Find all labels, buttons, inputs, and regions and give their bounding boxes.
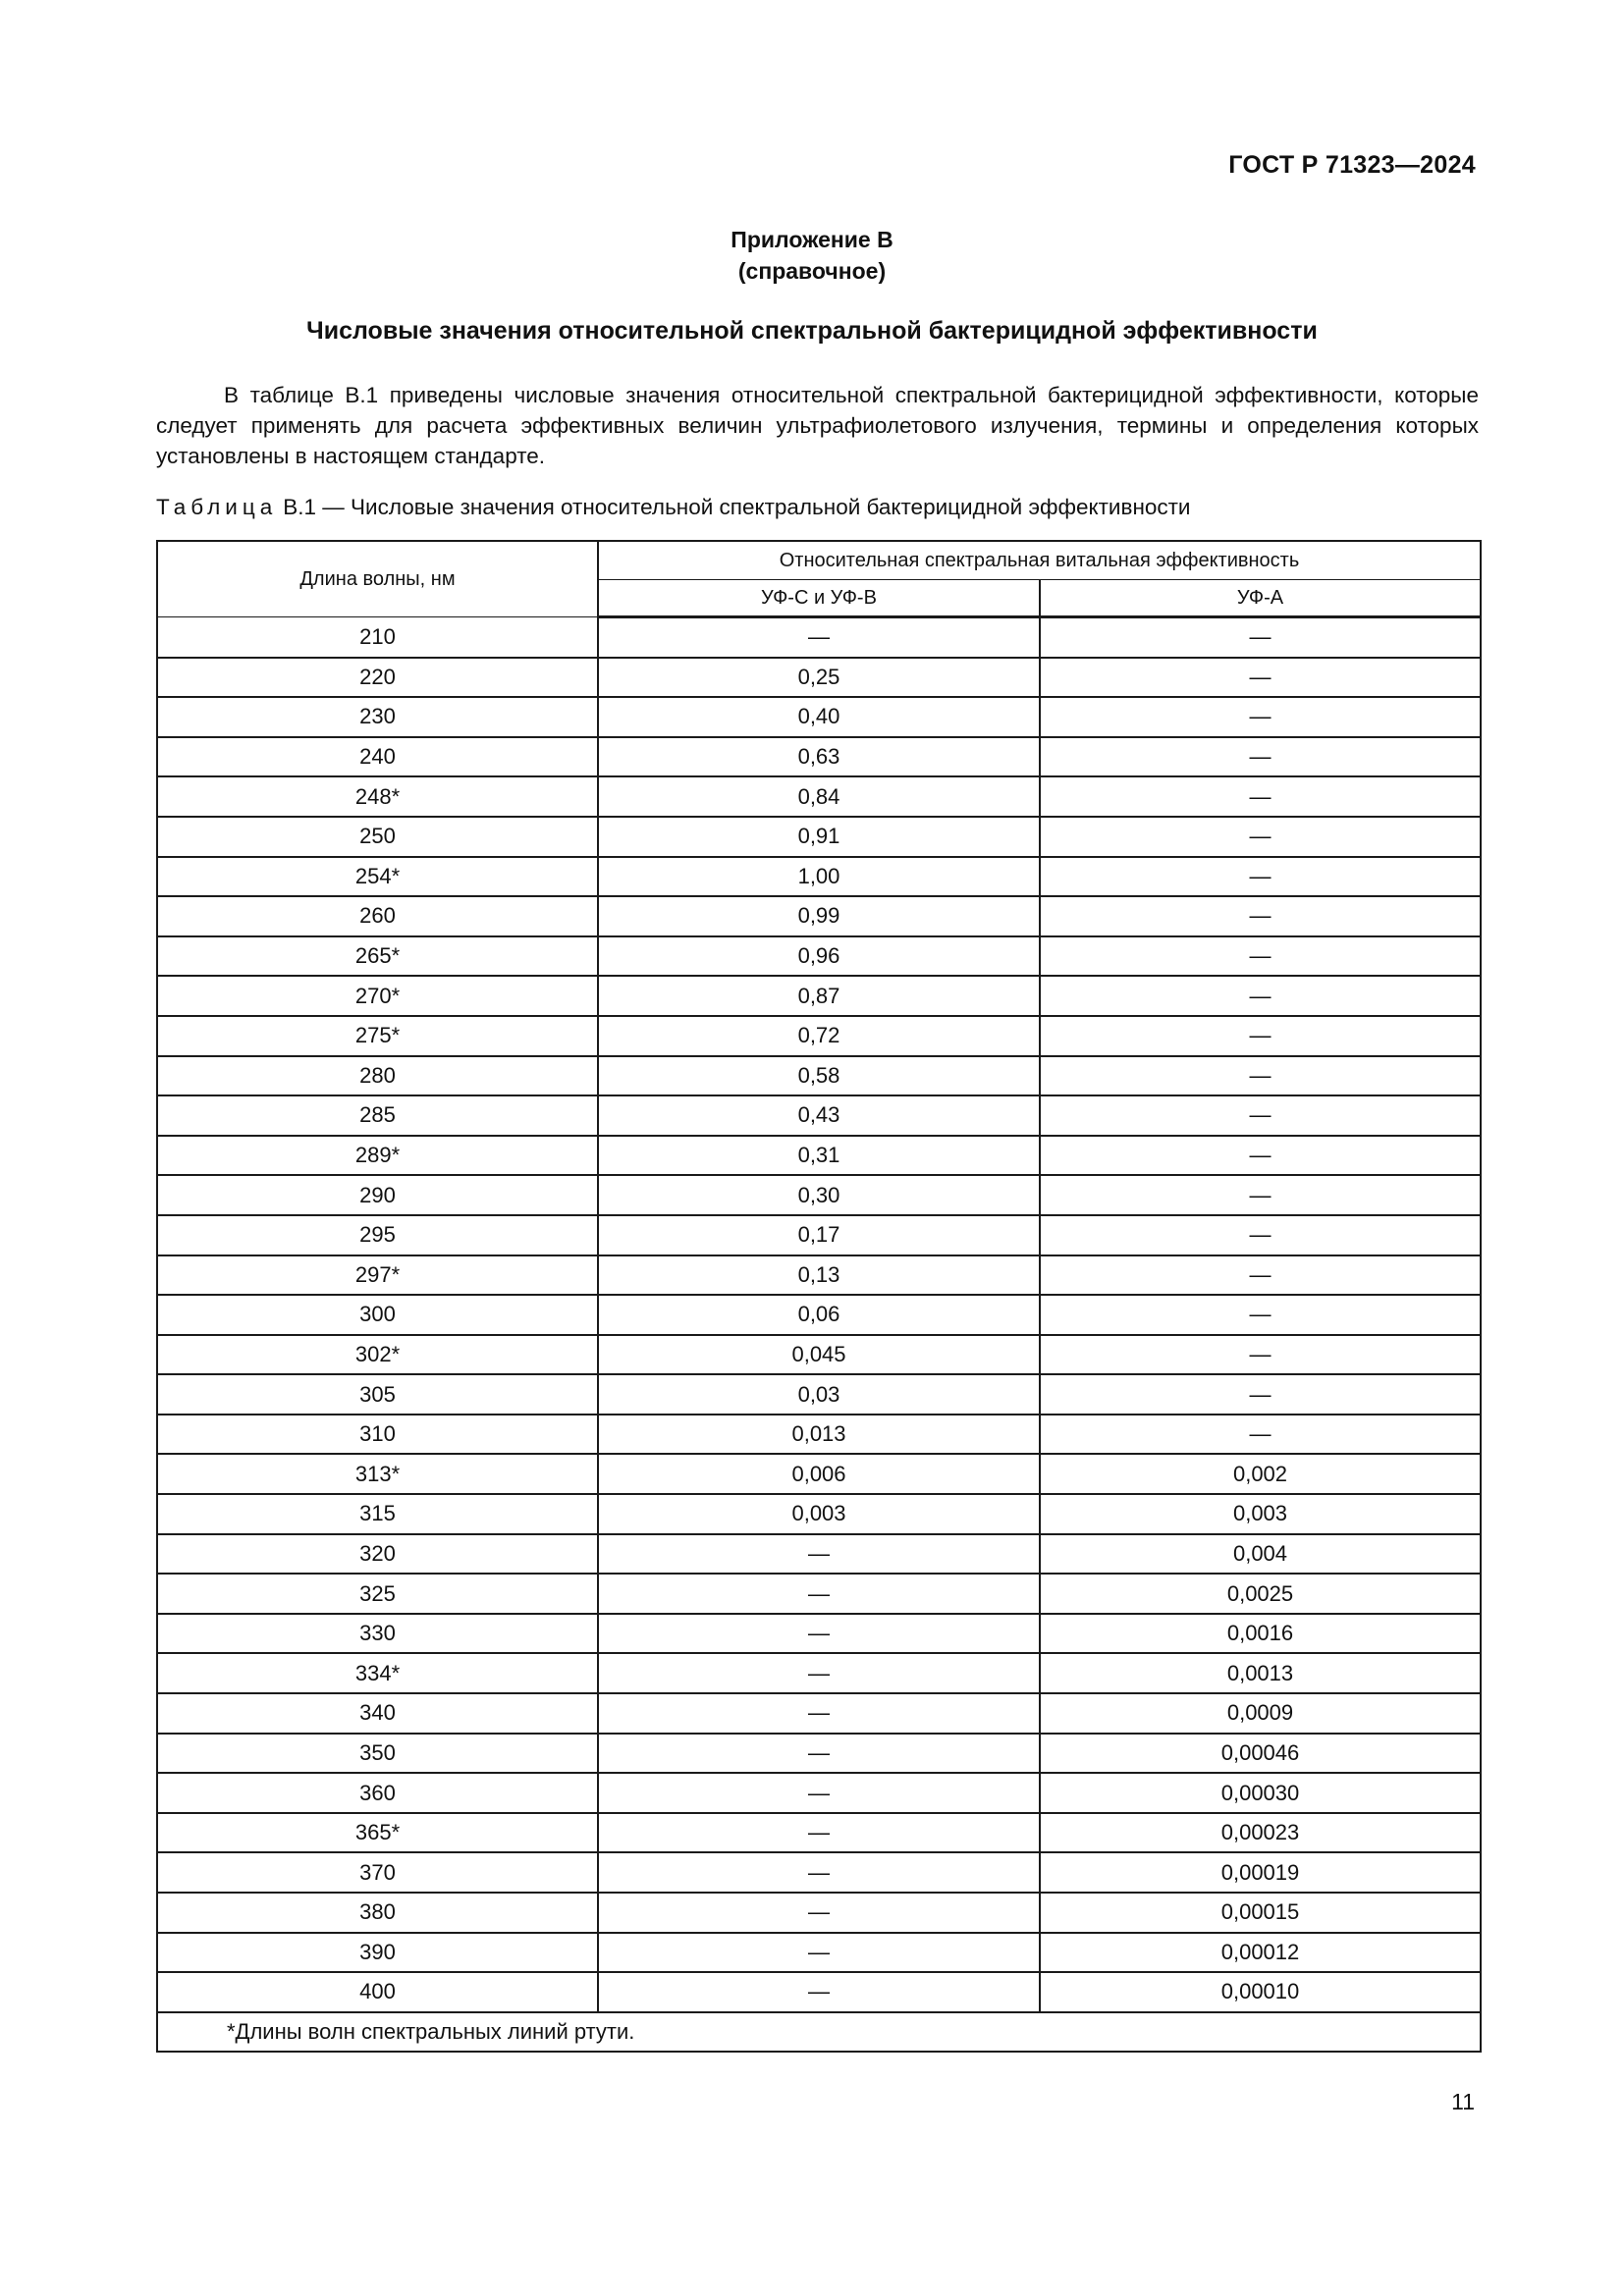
cell-wavelength: 260 xyxy=(157,896,598,936)
cell-uva: — xyxy=(1040,697,1481,737)
table-caption xyxy=(156,495,1191,520)
cell-uva: — xyxy=(1040,1175,1481,1215)
cell-wavelength: 302* xyxy=(157,1335,598,1375)
table-row xyxy=(157,1574,1481,1614)
cell-uvc-uvb: 0,96 xyxy=(598,936,1040,977)
cell-uvc-uvb: 0,13 xyxy=(598,1255,1040,1296)
cell-uva: — xyxy=(1040,1215,1481,1255)
cell-uvc-uvb: 0,045 xyxy=(598,1335,1040,1375)
table-row xyxy=(157,1016,1481,1056)
cell-uvc-uvb: — xyxy=(598,1852,1040,1893)
cell-uvc-uvb: 0,72 xyxy=(598,1016,1040,1056)
cell-uvc-uvb: 0,30 xyxy=(598,1175,1040,1215)
table-row xyxy=(157,1852,1481,1893)
cell-uvc-uvb: — xyxy=(598,617,1040,658)
table-row xyxy=(157,1813,1481,1853)
cell-uvc-uvb: — xyxy=(598,1972,1040,2012)
cell-uva: — xyxy=(1040,1415,1481,1455)
table-row xyxy=(157,1095,1481,1136)
cell-uvc-uvb: 0,013 xyxy=(598,1415,1040,1455)
cell-uvc-uvb: — xyxy=(598,1574,1040,1614)
table-row xyxy=(157,1454,1481,1494)
cell-uvc-uvb: 1,00 xyxy=(598,857,1040,897)
page-number: 11 xyxy=(1451,2089,1475,2114)
table-row xyxy=(157,1215,1481,1255)
cell-wavelength: 250 xyxy=(157,817,598,857)
cell-wavelength: 300 xyxy=(157,1295,598,1335)
cell-uva: — xyxy=(1040,1095,1481,1136)
table-row xyxy=(157,817,1481,857)
cell-wavelength: 210 xyxy=(157,617,598,658)
cell-uvc-uvb: — xyxy=(598,1534,1040,1575)
cell-uvc-uvb: 0,63 xyxy=(598,737,1040,777)
cell-uva: 0,00012 xyxy=(1040,1933,1481,1973)
cell-wavelength: 360 xyxy=(157,1773,598,1813)
cell-uva: — xyxy=(1040,1335,1481,1375)
table-caption-label: Таблица xyxy=(156,495,278,519)
cell-wavelength: 305 xyxy=(157,1374,598,1415)
header-uva: УФ-А xyxy=(1040,580,1481,617)
cell-uvc-uvb: — xyxy=(598,1773,1040,1813)
table-row xyxy=(157,896,1481,936)
cell-uvc-uvb: 0,03 xyxy=(598,1374,1040,1415)
cell-uva: — xyxy=(1040,1056,1481,1096)
table-row xyxy=(157,1175,1481,1215)
cell-wavelength: 295 xyxy=(157,1215,598,1255)
cell-wavelength: 240 xyxy=(157,737,598,777)
cell-uva: — xyxy=(1040,1374,1481,1415)
cell-wavelength: 313* xyxy=(157,1454,598,1494)
table-row xyxy=(157,1734,1481,1774)
section-heading: Числовые значения относительной спектральной бактерицидной эффективности xyxy=(306,317,1318,345)
cell-wavelength: 280 xyxy=(157,1056,598,1096)
cell-uva: 0,00019 xyxy=(1040,1852,1481,1893)
appendix-subtitle: (справочное) xyxy=(737,258,887,284)
cell-uvc-uvb: 0,84 xyxy=(598,776,1040,817)
table-row xyxy=(157,1773,1481,1813)
cell-wavelength: 297* xyxy=(157,1255,598,1296)
cell-uva: — xyxy=(1040,617,1481,658)
cell-uva: 0,0025 xyxy=(1040,1574,1481,1614)
cell-uva: — xyxy=(1040,1016,1481,1056)
cell-uva: — xyxy=(1040,857,1481,897)
cell-uva: — xyxy=(1040,936,1481,977)
cell-wavelength: 315 xyxy=(157,1494,598,1534)
cell-uvc-uvb: 0,003 xyxy=(598,1494,1040,1534)
cell-uva: 0,00010 xyxy=(1040,1972,1481,2012)
table-footnote: *Длины волн спектральных линий ртути. xyxy=(157,2012,1481,2052)
table-row xyxy=(157,1972,1481,2012)
cell-uva: 0,00023 xyxy=(1040,1813,1481,1853)
cell-uvc-uvb: — xyxy=(598,1614,1040,1654)
table-row xyxy=(157,1415,1481,1455)
cell-wavelength: 390 xyxy=(157,1933,598,1973)
table-row xyxy=(157,1494,1481,1534)
cell-uva: — xyxy=(1040,737,1481,777)
table-row xyxy=(157,1933,1481,1973)
table-row xyxy=(157,1255,1481,1296)
cell-uvc-uvb: 0,31 xyxy=(598,1136,1040,1176)
table-row xyxy=(157,1136,1481,1176)
cell-uva: 0,004 xyxy=(1040,1534,1481,1575)
cell-uva: 0,003 xyxy=(1040,1494,1481,1534)
cell-uva: — xyxy=(1040,976,1481,1016)
header-uvc-uvb: УФ-С и УФ-В xyxy=(598,580,1040,617)
cell-uvc-uvb: 0,40 xyxy=(598,697,1040,737)
cell-uvc-uvb: 0,99 xyxy=(598,896,1040,936)
table-row xyxy=(157,857,1481,897)
table-row xyxy=(157,658,1481,698)
cell-uva: — xyxy=(1040,658,1481,698)
cell-wavelength: 370 xyxy=(157,1852,598,1893)
cell-wavelength: 254* xyxy=(157,857,598,897)
cell-uvc-uvb: 0,58 xyxy=(598,1056,1040,1096)
cell-uva: 0,0009 xyxy=(1040,1693,1481,1734)
header-group: Относительная спектральная витальная эффективность xyxy=(598,541,1481,580)
cell-wavelength: 289* xyxy=(157,1136,598,1176)
cell-wavelength: 340 xyxy=(157,1693,598,1734)
efficiency-table xyxy=(156,540,1482,2053)
cell-uvc-uvb: — xyxy=(598,1813,1040,1853)
cell-wavelength: 230 xyxy=(157,697,598,737)
intro-paragraph: В таблице В.1 приведены числовые значения относительной спектральной бактерицидной эффективности, которые следует применять для расчета эффективных величин ультрафиолетового излучения, термины и определения которых установлены в настоящем стандарте. xyxy=(156,383,1479,468)
cell-wavelength: 320 xyxy=(157,1534,598,1575)
table-row xyxy=(157,1335,1481,1375)
table-row xyxy=(157,1653,1481,1693)
appendix-title: Приложение В xyxy=(731,227,893,252)
table-row xyxy=(157,1614,1481,1654)
header-wavelength: Длина волны, нм xyxy=(157,541,598,617)
cell-uva: 0,00030 xyxy=(1040,1773,1481,1813)
table-row xyxy=(157,697,1481,737)
appendix-header xyxy=(0,224,1624,287)
cell-uva: — xyxy=(1040,1255,1481,1296)
cell-wavelength: 380 xyxy=(157,1893,598,1933)
table-row xyxy=(157,1534,1481,1575)
cell-uva: 0,0016 xyxy=(1040,1614,1481,1654)
cell-uva: — xyxy=(1040,1295,1481,1335)
cell-uva: 0,00015 xyxy=(1040,1893,1481,1933)
cell-uva: — xyxy=(1040,817,1481,857)
cell-uvc-uvb: 0,06 xyxy=(598,1295,1040,1335)
cell-wavelength: 400 xyxy=(157,1972,598,2012)
table-row xyxy=(157,617,1481,658)
cell-uvc-uvb: 0,006 xyxy=(598,1454,1040,1494)
cell-wavelength: 330 xyxy=(157,1614,598,1654)
cell-wavelength: 248* xyxy=(157,776,598,817)
cell-uvc-uvb: 0,91 xyxy=(598,817,1040,857)
document-code: ГОСТ Р 71323—2024 xyxy=(1228,151,1476,179)
table-caption-text: В.1 — Числовые значения относительной спектральной бактерицидной эффективности xyxy=(283,495,1191,519)
table-row xyxy=(157,1374,1481,1415)
cell-wavelength: 265* xyxy=(157,936,598,977)
cell-wavelength: 365* xyxy=(157,1813,598,1853)
cell-uvc-uvb: — xyxy=(598,1893,1040,1933)
cell-uvc-uvb: — xyxy=(598,1653,1040,1693)
cell-uvc-uvb: 0,25 xyxy=(598,658,1040,698)
cell-wavelength: 275* xyxy=(157,1016,598,1056)
table-row xyxy=(157,1693,1481,1734)
cell-uva: — xyxy=(1040,1136,1481,1176)
cell-wavelength: 334* xyxy=(157,1653,598,1693)
cell-uvc-uvb: 0,87 xyxy=(598,976,1040,1016)
table-row xyxy=(157,936,1481,977)
cell-wavelength: 325 xyxy=(157,1574,598,1614)
table-row xyxy=(157,1295,1481,1335)
cell-uvc-uvb: 0,17 xyxy=(598,1215,1040,1255)
cell-wavelength: 285 xyxy=(157,1095,598,1136)
cell-uva: — xyxy=(1040,776,1481,817)
cell-uvc-uvb: — xyxy=(598,1933,1040,1973)
table-row xyxy=(157,976,1481,1016)
cell-wavelength: 350 xyxy=(157,1734,598,1774)
cell-wavelength: 220 xyxy=(157,658,598,698)
table-body xyxy=(157,617,1481,2012)
cell-uvc-uvb: — xyxy=(598,1693,1040,1734)
cell-uva: 0,0013 xyxy=(1040,1653,1481,1693)
cell-uva: 0,00046 xyxy=(1040,1734,1481,1774)
cell-uvc-uvb: — xyxy=(598,1734,1040,1774)
cell-wavelength: 310 xyxy=(157,1415,598,1455)
table-row xyxy=(157,776,1481,817)
cell-wavelength: 270* xyxy=(157,976,598,1016)
table-row xyxy=(157,737,1481,777)
cell-uvc-uvb: 0,43 xyxy=(598,1095,1040,1136)
cell-uva: 0,002 xyxy=(1040,1454,1481,1494)
table-row xyxy=(157,1056,1481,1096)
table-row xyxy=(157,1893,1481,1933)
cell-uva: — xyxy=(1040,896,1481,936)
cell-wavelength: 290 xyxy=(157,1175,598,1215)
